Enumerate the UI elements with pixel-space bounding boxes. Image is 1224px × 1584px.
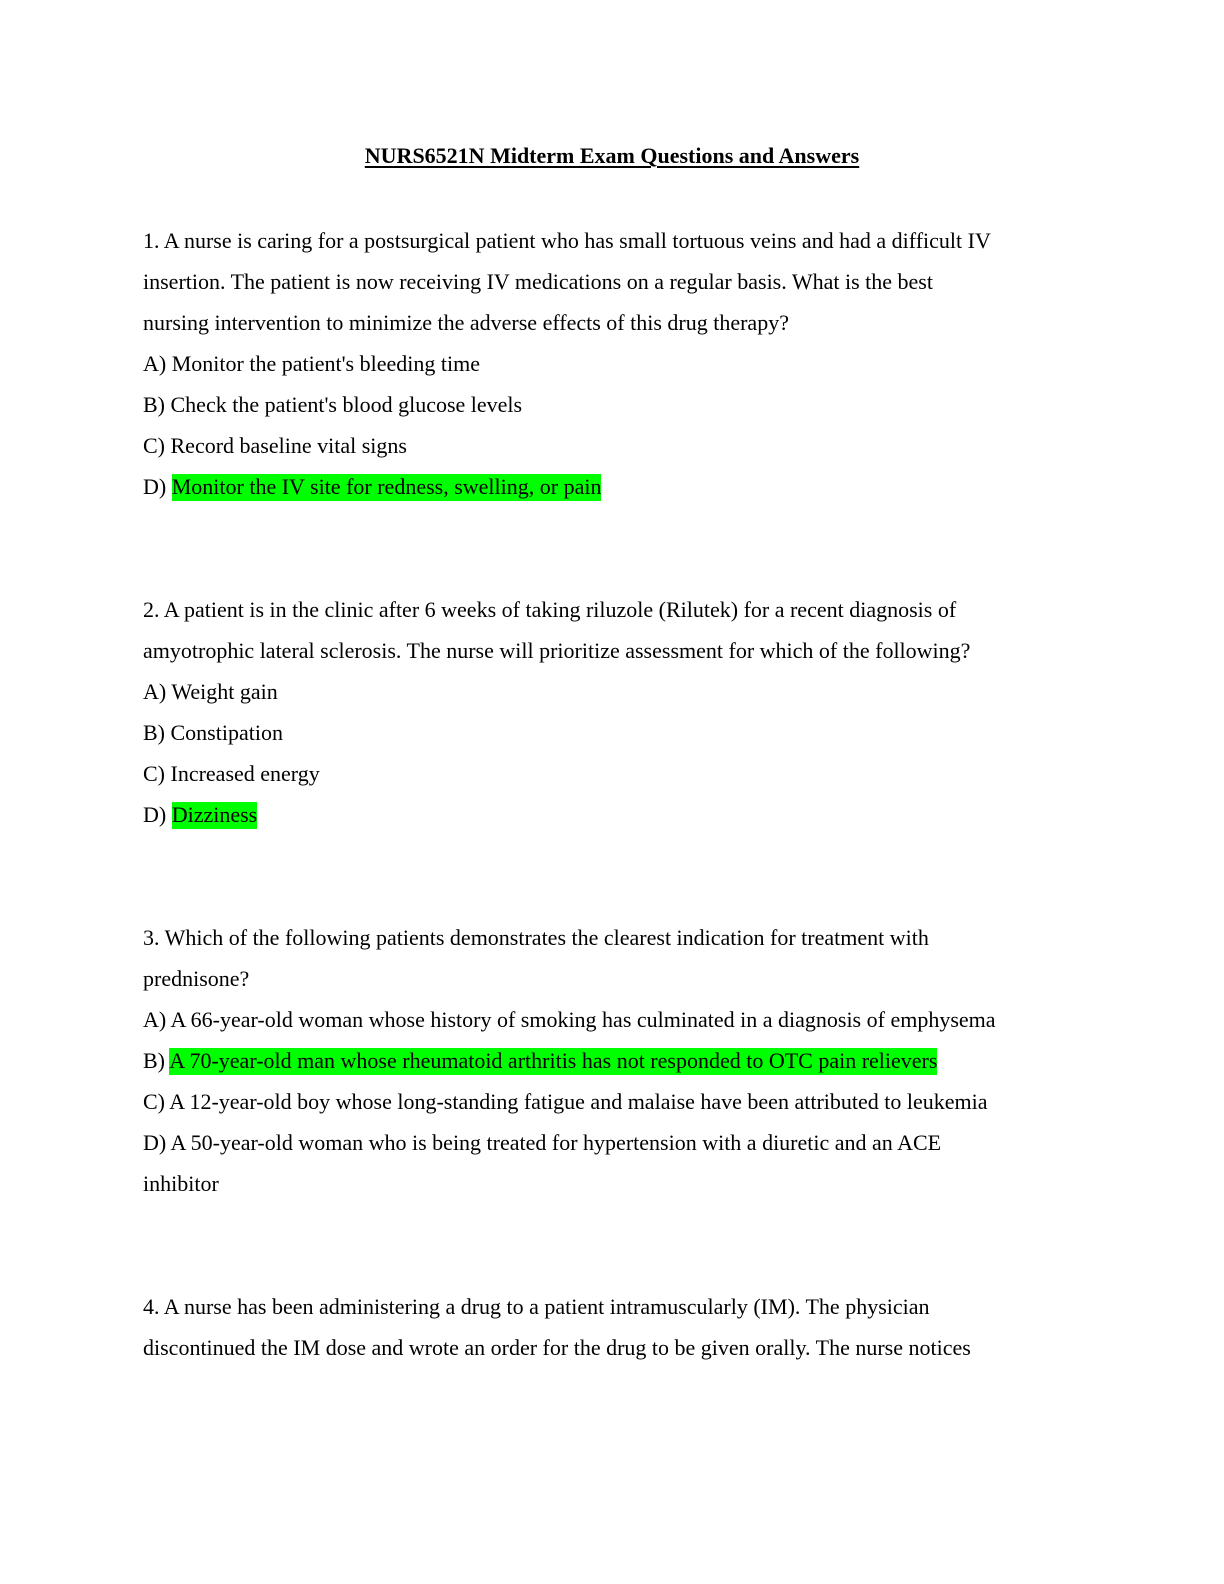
option-continuation: inhibitor bbox=[143, 1171, 219, 1196]
option-letter: A) bbox=[143, 679, 172, 704]
option-letter: D) bbox=[143, 802, 172, 827]
option-letter: C) bbox=[143, 433, 171, 458]
option-letter: C) bbox=[143, 1089, 170, 1114]
option-letter: B) bbox=[143, 1048, 170, 1073]
option-text: A 50-year-old woman who is being treated for hypertension with a diuretic and an ACE bbox=[170, 1130, 942, 1155]
answer-option-d bbox=[143, 794, 1073, 835]
answer-option-b bbox=[143, 712, 1073, 753]
answer-option-a bbox=[143, 999, 1073, 1040]
option-letter: B) bbox=[143, 392, 171, 417]
option-letter: B) bbox=[143, 720, 171, 745]
question-stem-line: 4. A nurse has been administering a drug to a patient intramuscularly (IM). The physician bbox=[143, 1294, 930, 1319]
option-letter: C) bbox=[143, 761, 171, 786]
option-text: A 66-year-old woman whose history of smoking has culminated in a diagnosis of emphysema bbox=[170, 1007, 996, 1032]
correct-answer-highlight: A 70-year-old man whose rheumatoid arthritis has not responded to OTC pain relievers bbox=[169, 1048, 938, 1073]
option-text: Record baseline vital signs bbox=[170, 433, 407, 458]
question-stem-line: discontinued the IM dose and wrote an order for the drug to be given orally. The nurse notices bbox=[143, 1335, 971, 1360]
question-2 bbox=[143, 589, 1073, 835]
question-stem-line: amyotrophic lateral sclerosis. The nurse will prioritize assessment for which of the following? bbox=[143, 638, 971, 663]
document-title: NURS6521N Midterm Exam Questions and Answers bbox=[364, 143, 860, 168]
correct-answer-highlight: Dizziness bbox=[171, 802, 258, 827]
answer-option-c bbox=[143, 425, 1073, 466]
option-text: A 12-year-old boy whose long-standing fatigue and malaise have been attributed to leukemia bbox=[169, 1089, 988, 1114]
answer-option-a bbox=[143, 671, 1073, 712]
option-text: Increased energy bbox=[170, 761, 320, 786]
question-stem-line: 3. Which of the following patients demonstrates the clearest indication for treatment with bbox=[143, 925, 929, 950]
answer-option-a bbox=[143, 343, 1073, 384]
question-stem-line: prednisone? bbox=[143, 966, 250, 991]
question-stem-line: 2. A patient is in the clinic after 6 weeks of taking riluzole (Rilutek) for a recent diagnosis of bbox=[143, 597, 957, 622]
answer-option-c bbox=[143, 1081, 1073, 1122]
option-text: Monitor the patient's bleeding time bbox=[171, 351, 480, 376]
correct-answer-highlight: Monitor the IV site for redness, swelling, or pain bbox=[171, 474, 602, 499]
answer-option-d bbox=[143, 466, 1073, 507]
question-4 bbox=[143, 1286, 1073, 1368]
option-letter: A) bbox=[143, 351, 172, 376]
answer-option-b bbox=[143, 1040, 1073, 1081]
question-stem-line: insertion. The patient is now receiving IV medications on a regular basis. What is the best bbox=[143, 269, 933, 294]
question-1 bbox=[143, 220, 1073, 507]
option-text: Constipation bbox=[170, 720, 283, 745]
option-letter: A) bbox=[143, 1007, 171, 1032]
question-3 bbox=[143, 917, 1073, 1204]
question-stem-line: 1. A nurse is caring for a postsurgical patient who has small tortuous veins and had a difficult IV bbox=[143, 228, 991, 253]
option-text: Weight gain bbox=[171, 679, 278, 704]
answer-option-d bbox=[143, 1122, 1073, 1163]
option-letter: D) bbox=[143, 474, 172, 499]
option-letter: D) bbox=[143, 1130, 171, 1155]
answer-option-b bbox=[143, 384, 1073, 425]
question-stem-line: nursing intervention to minimize the adverse effects of this drug therapy? bbox=[143, 310, 789, 335]
option-text: Check the patient's blood glucose levels bbox=[170, 392, 523, 417]
answer-option-c bbox=[143, 753, 1073, 794]
